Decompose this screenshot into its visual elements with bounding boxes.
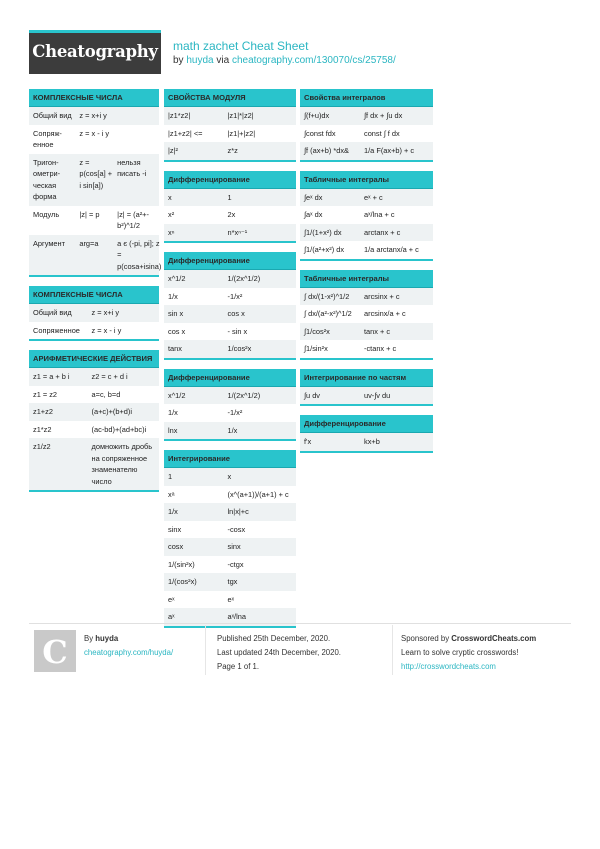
table-cell: |z| = p <box>79 209 100 219</box>
cheat-section <box>164 450 296 628</box>
cheat-section <box>300 415 433 453</box>
table-cell: lnx <box>168 425 178 435</box>
sheet-byline <box>173 55 396 66</box>
table-cell: arctanx + c <box>364 227 401 237</box>
section-divider <box>300 259 433 261</box>
table-cell: z = x+i y <box>79 111 107 120</box>
sponsor-name[interactable]: CrosswordCheats.com <box>451 634 537 643</box>
table-cell: 1/x <box>227 425 238 435</box>
table-cell: ∫ dx/(a²-x²)^1/2 <box>304 309 352 318</box>
section-divider <box>164 439 296 441</box>
table-cell: arcsinx + c <box>364 291 400 301</box>
table-cell: n*xⁿ⁻¹ <box>227 227 248 237</box>
table-row <box>164 142 296 160</box>
table-row <box>29 154 159 206</box>
table-row <box>29 403 159 421</box>
table-row <box>29 368 159 386</box>
table-cell: ∫1/(a²+x²) dx <box>304 245 345 254</box>
section-header: КОМПЛЕКСНЫЕ ЧИСЛА <box>29 89 159 107</box>
section-header: СВОЙСТВА МОДУЛЯ <box>164 89 296 107</box>
section-divider <box>300 358 433 360</box>
section-divider <box>300 451 433 453</box>
table-row <box>29 235 162 276</box>
table-cell: cos x <box>168 326 186 336</box>
section-divider <box>300 404 433 406</box>
table-cell: -cosx <box>227 524 246 534</box>
table-cell: z*z <box>227 146 238 155</box>
table-cell: |z1|*|z2| <box>227 111 254 120</box>
table-cell: 1/(2x^1/2) <box>227 274 261 283</box>
author-avatar[interactable] <box>34 630 76 672</box>
table-cell: Тригон-ометри-ческая форма <box>33 157 61 201</box>
column-2 <box>164 89 296 637</box>
column-1 <box>29 89 162 501</box>
table-cell: cosx <box>168 542 184 551</box>
table-cell: -ctanx + c <box>364 344 397 353</box>
table-cell: sinx <box>227 542 241 551</box>
footer-author-name[interactable]: huyda <box>95 634 119 643</box>
table-cell: 1/(sin²x) <box>168 559 195 569</box>
table-row <box>300 224 433 242</box>
section-header: Табличные интегралы <box>300 171 433 189</box>
sheet-title[interactable]: math zachet Cheat Sheet <box>173 39 309 53</box>
section-divider <box>164 358 296 360</box>
table-cell: ln|x|+c <box>227 507 249 516</box>
table-row <box>300 340 433 358</box>
cheat-section <box>300 270 433 360</box>
table-cell: Сопряж-енное <box>33 128 62 149</box>
section-divider <box>164 241 296 243</box>
table-cell: 1/a arctanx/a + c <box>364 245 419 254</box>
table-cell: (ac-bd)+(ad+bc)i <box>91 424 147 434</box>
table-cell: z1*z2 <box>33 424 52 434</box>
table-cell: tanx + c <box>364 326 391 336</box>
table-cell: Общий вид <box>33 111 72 120</box>
cheat-section <box>300 171 433 261</box>
table-row <box>164 404 296 422</box>
table-row <box>164 288 296 306</box>
table-row <box>164 340 296 358</box>
table-cell <box>117 128 155 151</box>
sheet-url-link[interactable]: cheatography.com/130070/cs/25758/ <box>231 55 396 66</box>
table-cell: ∫(f+u)dx <box>304 111 330 120</box>
table-cell: aˣ <box>168 612 175 621</box>
table-row <box>164 107 296 125</box>
table-cell: eˣ + c <box>364 192 383 202</box>
table-cell: Общий вид <box>33 308 72 317</box>
table-cell: 1/a F(ax+b) + c <box>364 146 415 155</box>
table-cell: z = x - i y <box>79 128 110 138</box>
table-row <box>300 189 433 207</box>
table-row <box>164 503 296 521</box>
table-cell: z = p(cos[a] + i sin[a]) <box>79 157 113 190</box>
table-cell: z1/z2 <box>33 442 51 451</box>
table-cell: aˣ/lna + c <box>364 210 395 219</box>
table-cell: |z| = (a²+-b²)^1/2 <box>117 209 149 230</box>
table-cell: |z1|+|z2| <box>227 128 256 138</box>
table-cell: x² <box>168 210 175 219</box>
table-row <box>164 224 296 242</box>
section-header: Дифференцирование <box>300 415 433 433</box>
table-cell: 1 <box>227 192 232 202</box>
section-divider <box>164 160 296 162</box>
section-header: Табличные интегралы <box>300 270 433 288</box>
table-cell: kx+b <box>364 437 380 446</box>
table-row <box>164 206 296 224</box>
table-row <box>164 521 296 539</box>
table-cell: 1 <box>168 472 173 481</box>
table-cell: домножить дробь на сопряженное знаменателю число <box>91 442 153 486</box>
table-cell: arg=a <box>79 238 99 248</box>
updated-date: Last updated 24th December, 2020. <box>217 648 341 657</box>
table-row <box>300 305 433 323</box>
table-cell: arcsinx/a + c <box>364 309 406 318</box>
table-cell: sin x <box>168 309 184 318</box>
section-header: КОМПЛЕКСНЫЕ ЧИСЛА <box>29 286 159 304</box>
table-cell: -1/x² <box>227 291 243 301</box>
table-cell: xⁿ <box>168 227 175 237</box>
section-header: Дифференцирование <box>164 171 296 189</box>
via-label: via <box>216 55 230 66</box>
table-cell: 1/cos²x <box>227 344 252 353</box>
table-cell: -1/x² <box>227 408 243 417</box>
footer-separator <box>392 625 393 675</box>
table-row <box>300 323 433 341</box>
cheat-section <box>164 89 296 162</box>
footer-divider <box>29 623 571 624</box>
table-cell: (x^(a+1))/(a+1) + c <box>227 489 289 499</box>
table-cell: -ctgx <box>227 559 244 569</box>
table-cell: ∫u dv <box>304 390 320 400</box>
table-cell: Аргумент <box>33 238 66 248</box>
cheat-section <box>164 171 296 244</box>
table-cell: ∫1/cos²x <box>304 326 330 336</box>
table-cell: |z|² <box>168 146 178 155</box>
cheat-section <box>29 286 159 341</box>
table-row <box>29 438 159 490</box>
table-cell: |z1*z2| <box>168 111 191 120</box>
page-count: Page 1 of 1. <box>217 662 260 671</box>
table-row <box>164 591 296 609</box>
table-row <box>164 486 296 504</box>
footer-dates <box>217 632 341 674</box>
table-row <box>29 125 159 154</box>
cheatography-logo[interactable] <box>29 30 161 74</box>
published-date: Published 25th December, 2020. <box>217 634 331 643</box>
table-cell: z1 = a + b i <box>33 372 70 381</box>
table-cell: 1/x <box>168 291 178 301</box>
table-cell: z1 = z2 <box>33 389 58 399</box>
table-row <box>300 142 433 160</box>
section-header: Дифференцирование <box>164 252 296 270</box>
table-row <box>300 241 433 259</box>
section-divider <box>164 626 296 628</box>
table-cell: z2 = c + d i <box>91 372 128 381</box>
table-row <box>29 107 159 125</box>
table-row <box>164 387 296 405</box>
table-row <box>300 387 433 405</box>
table-row <box>300 206 433 224</box>
table-cell: |z1+z2| <= <box>168 128 203 138</box>
sponsored-label: Sponsored by <box>401 634 450 643</box>
table-cell: (a+c)+(b+d)i <box>91 407 133 416</box>
table-cell: eˣ <box>168 594 175 604</box>
table-cell: x <box>227 472 232 481</box>
table-cell: 1/(2x^1/2) <box>227 390 261 400</box>
cheat-section <box>300 369 433 407</box>
table-row <box>29 322 159 340</box>
table-row <box>164 468 296 486</box>
by-label: by <box>173 55 184 66</box>
table-row <box>164 556 296 574</box>
column-3 <box>300 89 433 462</box>
table-cell: tanx <box>168 344 182 353</box>
table-cell: ∫1/sin²x <box>304 344 328 353</box>
avatar-letter: C <box>42 633 68 671</box>
table-cell: z = x+i y <box>91 308 120 317</box>
table-cell: eˣ <box>227 594 235 604</box>
cheat-section <box>300 89 433 162</box>
section-header: АРИФМЕТИЧЕСКИЕ ДЕЙСТВИЯ <box>29 350 159 368</box>
author-link[interactable]: huyda <box>186 55 214 66</box>
table-row <box>164 270 296 288</box>
section-divider <box>29 490 159 492</box>
table-row <box>164 422 296 440</box>
table-cell: 1/(cos²x) <box>168 577 197 586</box>
table-row <box>164 573 296 591</box>
table-cell: aˣ/lna <box>227 612 246 621</box>
table-row <box>300 125 433 143</box>
footer-sponsor <box>401 632 536 674</box>
table-cell: a є (-pi, pi]; z = p(cosa+isina) <box>117 238 162 271</box>
table-row <box>300 433 433 451</box>
table-cell: xᵃ <box>168 489 175 499</box>
section-divider <box>300 160 433 162</box>
table-row <box>300 288 433 306</box>
table-cell: нельзя писать -i <box>117 157 147 178</box>
logo-text: Cheatography <box>32 42 158 61</box>
table-cell: sinx <box>168 524 182 534</box>
table-cell: ∫f (ax+b) *dx& <box>304 146 349 155</box>
table-cell: x^1/2 <box>168 274 186 283</box>
cheat-section <box>29 350 159 492</box>
table-cell: a=c, b=d <box>91 389 121 399</box>
table-row <box>164 305 296 323</box>
cheat-section <box>164 252 296 360</box>
table-cell: Сопряженное <box>33 325 80 335</box>
section-header: Дифференцирование <box>164 369 296 387</box>
table-cell: 1/x <box>168 507 178 516</box>
table-row <box>164 323 296 341</box>
section-header: Интегрирование <box>164 450 296 468</box>
table-cell: ∫aˣ dx <box>304 210 323 219</box>
table-cell: z = x - i y <box>91 325 122 335</box>
cheat-section <box>164 369 296 442</box>
table-cell: ∫1/(1+x²) dx <box>304 227 342 237</box>
table-cell: ∫eˣ dx <box>304 192 323 202</box>
table-cell: f'x <box>304 437 312 446</box>
table-row <box>164 189 296 207</box>
table-row <box>300 107 433 125</box>
table-cell <box>117 110 155 122</box>
table-cell: x^1/2 <box>168 390 186 400</box>
table-cell: ∫f dx + ∫u dx <box>364 111 403 120</box>
footer-by-label: By <box>84 634 94 643</box>
section-header: Интегрирование по частям <box>300 369 433 387</box>
table-cell: x <box>168 192 172 202</box>
table-row <box>164 125 296 143</box>
sponsor-url[interactable]: http://crosswordcheats.com <box>401 662 496 671</box>
sponsor-tagline: Learn to solve cryptic crosswords! <box>401 648 519 657</box>
table-cell: cos x <box>227 309 245 318</box>
table-cell: ∫ dx/(1-x²)^1/2 <box>304 291 350 301</box>
table-cell: 2x <box>227 210 236 219</box>
table-row <box>29 421 159 439</box>
footer-author <box>84 632 173 660</box>
footer-author-url[interactable]: cheatography.com/huyda/ <box>84 648 174 657</box>
table-cell: z1+z2 <box>33 407 53 416</box>
table-cell: ∫const fdx <box>304 128 336 138</box>
footer-separator <box>205 625 206 675</box>
section-divider <box>29 275 159 277</box>
table-row <box>29 206 159 235</box>
table-row <box>29 386 159 404</box>
table-row <box>164 538 296 556</box>
table-cell: const ∫ f dx <box>364 128 400 138</box>
table-cell: - sin x <box>227 326 248 336</box>
table-row <box>29 304 159 322</box>
table-cell: 1/x <box>168 408 178 417</box>
table-cell: tgx <box>227 577 238 586</box>
section-header: Свойства интегралов <box>300 89 433 107</box>
cheat-section <box>29 89 162 277</box>
table-cell: Модуль <box>33 209 60 219</box>
section-divider <box>29 339 159 341</box>
table-cell: uv-∫v du <box>364 390 391 400</box>
